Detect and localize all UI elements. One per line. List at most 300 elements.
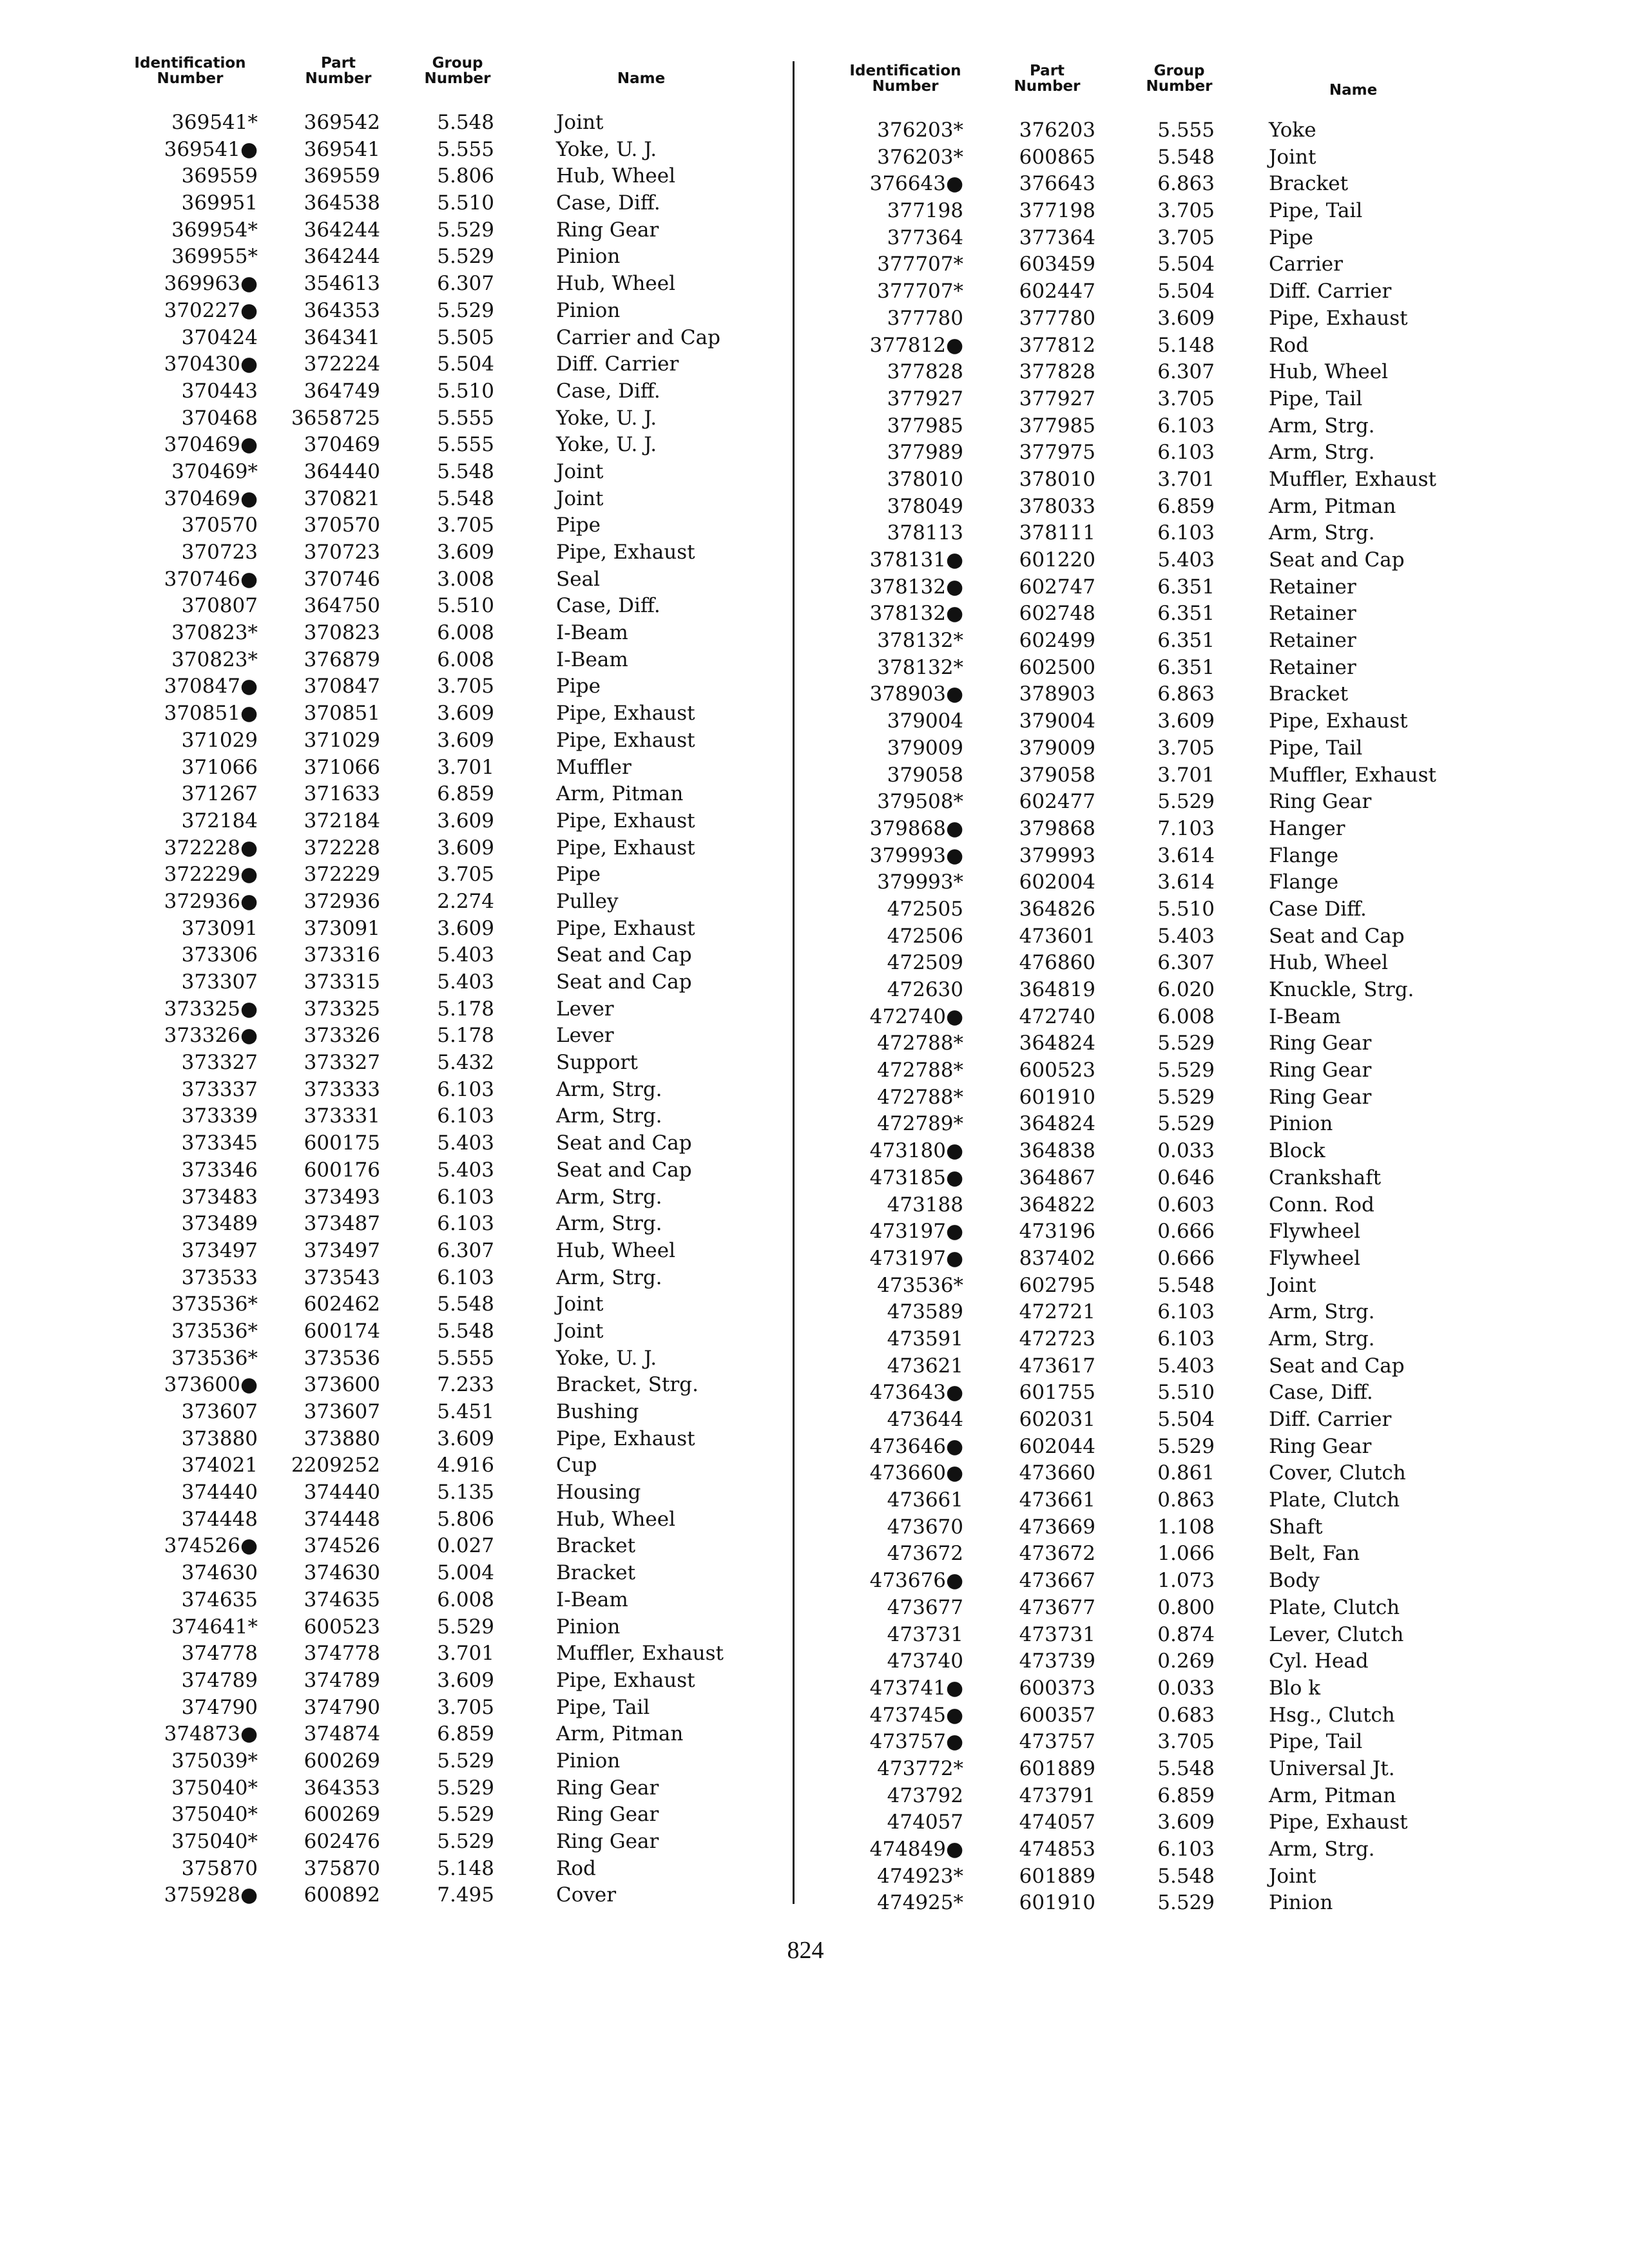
part-number-cell: 372229 [304,863,380,887]
part-number-cell: 370821 [304,486,380,510]
part-number-cell: 370746 [304,567,380,591]
identification-number-cell: 378131● [869,548,963,572]
table-row [113,593,789,620]
part-number-cell: 473672 [1019,1542,1095,1566]
identification-number-cell: 473661 [887,1488,963,1512]
name-cell: Ring Gear [556,1776,659,1800]
table-row [815,1863,1460,1890]
identification-number-cell: 370847● [164,675,258,698]
name-cell: Yoke, U. J. [556,1346,657,1370]
table-row [815,1702,1460,1729]
part-number-cell: 372224 [304,352,380,376]
name-cell: Arm, Strg. [1269,1300,1375,1324]
table-row [815,1514,1460,1541]
table-row [113,1775,789,1802]
table-row [815,1218,1460,1245]
group-number-cell: 3.705 [1157,199,1215,223]
name-cell: Flywheel [1269,1220,1361,1244]
name-cell: Flange [1269,870,1339,894]
identification-number-cell: 473197● [869,1246,963,1270]
name-cell: Conn. Rod [1269,1193,1374,1216]
name-cell: Flange [1269,843,1339,867]
identification-number-cell: 472505 [887,897,963,921]
name-cell: Muffler, Exhaust [556,1642,724,1666]
name-cell: Belt, Fan [1269,1542,1360,1566]
identification-number-cell: 472789* [877,1112,963,1136]
part-number-cell: 473739 [1019,1649,1095,1673]
group-number-cell: 3.701 [1157,763,1215,787]
table-row [113,1587,789,1614]
table-row [815,1273,1460,1300]
group-number-cell: 0.666 [1157,1220,1215,1244]
identification-number-cell: 474925* [877,1891,963,1915]
identification-number-cell: 377812● [869,333,963,357]
group-number-cell: 0.033 [1157,1139,1215,1163]
part-number-cell: 376203 [1019,119,1095,142]
table-row [113,1211,789,1238]
part-number-cell: 473757 [1019,1730,1095,1754]
identification-number-cell: 377364 [887,226,963,249]
table-row [113,620,789,647]
part-number-cell: 370723 [304,541,380,564]
group-number-cell: 6.103 [1157,521,1215,545]
identification-number-cell: 474923* [877,1864,963,1888]
group-number-cell: 5.403 [437,1131,494,1155]
identification-number-cell: 378010 [887,467,963,491]
part-number-cell: 601889 [1019,1864,1095,1888]
group-number-cell: 3.614 [1157,843,1215,867]
part-number-cell: 600523 [1019,1059,1095,1082]
part-number-cell: 379868 [1019,816,1095,840]
table-row [113,1318,789,1345]
identification-number-cell: 473672 [887,1542,963,1566]
name-cell: Pipe, Exhaust [556,728,695,752]
part-number-cell: 600892 [304,1883,380,1907]
table-row [113,1426,789,1453]
identification-number-cell: 373325● [164,997,258,1021]
table-row [815,628,1460,655]
name-cell: Ring Gear [1269,1059,1372,1082]
group-number-cell: 5.178 [437,1024,494,1048]
group-number-cell: 5.510 [1157,1381,1215,1405]
part-number-cell: 373316 [304,943,380,967]
name-cell: Arm, Strg. [556,1212,662,1236]
name-cell: Case, Diff. [556,594,660,618]
identification-number-cell: 473745● [869,1703,963,1727]
table-row [113,1667,789,1695]
part-number-cell: 378033 [1019,494,1095,518]
group-number-cell: 3.609 [1157,306,1215,330]
name-cell: Pipe, Exhaust [556,916,695,940]
identification-number-cell: 379004 [887,709,963,733]
name-cell: Pipe, Exhaust [1269,306,1408,330]
name-cell: Cyl. Head [1269,1649,1369,1673]
group-number-cell: 5.403 [437,1158,494,1182]
group-number-cell: 6.863 [1157,172,1215,196]
part-number-cell: 473667 [1019,1569,1095,1593]
name-cell: I-Beam [556,648,628,671]
part-number-cell: 354613 [304,272,380,296]
group-number-cell: 5.529 [1157,1891,1215,1915]
name-cell: Blo k [1269,1676,1320,1700]
table-row [815,1836,1460,1863]
table-row [815,681,1460,708]
part-number-cell: 602477 [1019,790,1095,814]
identification-number-cell: 375039* [171,1749,258,1773]
group-number-cell: 3.609 [1157,1811,1215,1834]
name-cell: Pipe, Exhaust [556,1668,695,1692]
table-row [113,1856,789,1883]
name-cell: Joint [556,111,604,134]
table-row [815,574,1460,601]
group-number-cell: 3.705 [437,675,494,698]
part-number-cell: 602031 [1019,1408,1095,1431]
part-number-cell: 373091 [304,916,380,940]
group-number-cell: 6.103 [437,1077,494,1101]
table-row [815,1460,1460,1487]
identification-number-cell: 378132* [877,655,963,679]
identification-number-cell: 370823* [171,621,258,645]
identification-number-cell: 369541● [164,137,258,161]
group-number-cell: 3.609 [437,916,494,940]
identification-number-cell: 373533 [181,1265,258,1289]
part-number-cell: 373497 [304,1238,380,1262]
identification-number-cell: 372228● [164,836,258,860]
name-cell: Housing [556,1481,641,1504]
group-number-cell: 3.705 [437,1695,494,1719]
name-cell: Seat and Cap [1269,1354,1405,1378]
group-number-cell: 5.529 [1157,1059,1215,1082]
part-number-cell: 473660 [1019,1461,1095,1485]
name-cell: Knuckle, Strg. [1269,978,1414,1001]
identification-number-cell: 370851● [164,702,258,726]
part-number-cell: 364824 [1019,1112,1095,1136]
table-row [815,439,1460,466]
table-row [815,520,1460,547]
identification-number-cell: 473185● [869,1166,963,1189]
group-number-cell: 6.008 [1157,1004,1215,1028]
table-row [113,1077,789,1104]
identification-number-cell: 374790 [181,1695,258,1719]
name-cell: Cup [556,1454,597,1477]
table-row [815,789,1460,816]
group-number-cell: 6.351 [1157,655,1215,679]
identification-number-cell: 472630 [887,978,963,1001]
identification-number-cell: 370469● [164,433,258,457]
identification-number-cell: 370723 [181,541,258,564]
table-row [815,332,1460,360]
table-row [815,198,1460,225]
name-cell: Pipe, Tail [1269,1730,1363,1754]
name-cell: Pinion [556,245,621,269]
identification-number-cell: 377985 [887,414,963,437]
group-number-cell: 5.529 [437,1803,494,1827]
name-cell: Carrier and Cap [556,325,720,349]
table-row [113,1023,789,1050]
group-number-cell: 3.705 [1157,1730,1215,1754]
part-number-cell: 374630 [304,1561,380,1585]
identification-number-cell: 374635 [181,1588,258,1611]
identification-number-cell: 375870 [181,1856,258,1880]
header-part-number: Part Number [1014,62,1081,95]
table-row [815,708,1460,735]
identification-number-cell: 377707* [877,280,963,303]
identification-number-cell: 378132● [869,575,963,599]
table-row [815,1192,1460,1219]
part-number-cell: 473791 [1019,1783,1095,1807]
part-number-cell: 474057 [1019,1811,1095,1834]
table-row [815,1729,1460,1756]
table-row [113,325,789,352]
table-row [113,512,789,539]
group-number-cell: 6.859 [1157,494,1215,518]
name-cell: Cover [556,1883,617,1907]
table-row [815,735,1460,762]
name-cell: Pipe, Exhaust [556,1427,695,1450]
identification-number-cell: 377989 [887,441,963,465]
identification-number-cell: 369963● [164,272,258,296]
table-row [113,405,789,432]
identification-number-cell: 372184 [181,809,258,832]
name-cell: Pinion [1269,1112,1333,1136]
name-cell: Retainer [1269,575,1356,599]
group-number-cell: 7.233 [437,1373,494,1397]
identification-number-cell: 376643● [869,172,963,196]
part-number-cell: 372228 [304,836,380,860]
table-row [815,1648,1460,1675]
part-number-cell: 2209252 [291,1454,380,1477]
table-row [815,171,1460,198]
table-row [815,1379,1460,1407]
identification-number-cell: 375040* [171,1830,258,1853]
group-number-cell: 5.529 [1157,1032,1215,1055]
part-number-cell: 377780 [1019,306,1095,330]
name-cell: Arm, Pitman [1269,1783,1396,1807]
name-cell: Case, Diff. [556,379,660,403]
name-cell: Arm, Strg. [556,1265,662,1289]
part-number-cell: 3658725 [291,406,380,430]
table-row [815,923,1460,950]
group-number-cell: 5.548 [1157,1864,1215,1888]
table-row [815,494,1460,521]
part-number-cell: 378010 [1019,467,1095,491]
name-cell: Arm, Strg. [1269,1838,1375,1861]
name-cell: Shaft [1269,1515,1323,1539]
table-row [113,861,789,889]
name-cell: Lever [556,997,614,1021]
table-row [113,1372,789,1399]
group-number-cell: 1.073 [1157,1569,1215,1593]
name-cell: Arm, Pitman [556,782,684,806]
part-number-cell: 602500 [1019,655,1095,679]
identification-number-cell: 473197● [869,1220,963,1244]
table-row [113,486,789,513]
table-row [113,1506,789,1533]
part-number-cell: 374526 [304,1534,380,1558]
table-row [815,1030,1460,1057]
group-number-cell: 5.432 [437,1051,494,1075]
name-cell: Yoke [1269,119,1316,142]
part-number-cell: 600174 [304,1319,380,1343]
name-cell: Flywheel [1269,1246,1361,1270]
group-number-cell: 6.103 [1157,1300,1215,1324]
identification-number-cell: 379508* [877,790,963,814]
name-cell: Plate, Clutch [1269,1488,1400,1512]
identification-number-cell: 373306 [181,943,258,967]
name-cell: Arm, Strg. [1269,1327,1375,1350]
table-row [113,1103,789,1130]
part-number-cell: 373607 [304,1400,380,1423]
group-number-cell: 5.548 [437,111,494,134]
identification-number-cell: 374021 [181,1454,258,1477]
part-number-cell: 364838 [1019,1139,1095,1163]
table-row [113,378,789,405]
identification-number-cell: 373339 [181,1104,258,1128]
part-number-cell: 364353 [304,298,380,322]
part-number-cell: 373880 [304,1427,380,1450]
table-row [113,110,789,137]
identification-number-cell: 373536* [171,1319,258,1343]
group-number-cell: 6.307 [437,272,494,296]
name-cell: Pipe, Tail [1269,736,1363,760]
group-number-cell: 0.027 [437,1534,494,1558]
table-row [113,1130,789,1157]
group-number-cell: 6.103 [1157,1838,1215,1861]
table-row [815,1245,1460,1273]
group-number-cell: 3.609 [437,809,494,832]
group-number-cell: 5.548 [437,459,494,483]
identification-number-cell: 473731 [887,1622,963,1646]
table-row [815,1353,1460,1380]
part-number-cell: 373543 [304,1265,380,1289]
group-number-cell: 5.504 [1157,280,1215,303]
group-number-cell: 5.504 [1157,253,1215,276]
table-row [815,1622,1460,1649]
name-cell: Case, Diff. [1269,1381,1373,1405]
table-row [113,781,789,808]
identification-number-cell: 472788* [877,1085,963,1109]
part-number-cell: 364750 [304,594,380,618]
name-cell: Ring Gear [1269,1032,1372,1055]
name-cell: Retainer [1269,655,1356,679]
group-number-cell: 0.269 [1157,1649,1215,1673]
group-number-cell: 5.548 [1157,145,1215,169]
name-cell: Diff. Carrier [556,352,679,376]
part-number-cell: 370847 [304,675,380,698]
group-number-cell: 5.178 [437,997,494,1021]
name-cell: Pipe [556,863,601,887]
name-cell: Pipe, Exhaust [556,836,695,860]
group-number-cell: 6.351 [1157,575,1215,599]
header-name: Name [1329,82,1378,99]
part-number-cell: 373315 [304,970,380,994]
table-row [113,137,789,164]
group-number-cell: 6.008 [437,621,494,645]
group-number-cell: 5.148 [437,1856,494,1880]
group-number-cell: 7.103 [1157,816,1215,840]
name-cell: Hub, Wheel [1269,951,1388,975]
identification-number-cell: 372229● [164,863,258,887]
name-cell: Ring Gear [556,1803,659,1827]
identification-number-cell: 473670 [887,1515,963,1539]
part-number-cell: 473196 [1019,1220,1095,1244]
name-cell: Bushing [556,1400,639,1423]
identification-number-cell: 373326● [164,1024,258,1048]
table-row [113,1829,789,1856]
name-cell: Bracket [1269,682,1349,706]
identification-number-cell: 473772* [877,1756,963,1780]
identification-number-cell: 374873● [164,1722,258,1746]
group-number-cell: 2.274 [437,889,494,913]
name-cell: Arm, Strg. [1269,441,1375,465]
group-number-cell: 5.555 [437,433,494,457]
name-cell: Retainer [1269,629,1356,653]
group-number-cell: 6.307 [437,1238,494,1262]
group-number-cell: 5.504 [1157,1408,1215,1431]
name-cell: Hub, Wheel [556,1507,675,1531]
name-cell: Lever [556,1024,614,1048]
identification-number-cell: 378049 [887,494,963,518]
identification-number-cell: 378113 [887,521,963,545]
table-row [815,305,1460,332]
table-row [815,1809,1460,1836]
part-number-cell: 376879 [304,648,380,671]
table-row [815,1541,1460,1568]
table-row [113,244,789,271]
group-number-cell: 0.666 [1157,1246,1215,1270]
part-number-cell: 601889 [1019,1756,1095,1780]
part-number-cell: 601755 [1019,1381,1095,1405]
group-number-cell: 5.555 [437,1346,494,1370]
part-number-cell: 600357 [1019,1703,1095,1727]
group-number-cell: 5.529 [1157,1434,1215,1458]
identification-number-cell: 374778 [181,1642,258,1666]
name-cell: Joint [556,1293,604,1316]
name-cell: Seat and Cap [556,970,692,994]
table-row [113,217,789,244]
right-rows [815,117,1460,1917]
group-number-cell: 6.103 [1157,441,1215,465]
part-number-cell: 364440 [304,459,380,483]
part-number-cell: 364353 [304,1776,380,1800]
part-number-cell: 377198 [1019,199,1095,223]
table-row [815,1487,1460,1514]
table-row [113,1695,789,1722]
identification-number-cell: 473660● [869,1461,963,1485]
identification-number-cell: 378903● [869,682,963,706]
table-row [113,1748,789,1775]
table-row [815,1783,1460,1810]
name-cell: Rod [556,1856,596,1880]
table-row [815,1568,1460,1595]
identification-number-cell: 379993* [877,870,963,894]
group-number-cell: 3.701 [1157,467,1215,491]
identification-number-cell: 473180● [869,1139,963,1163]
table-row [815,1084,1460,1111]
table-row [815,843,1460,870]
table-row [113,1157,789,1184]
part-number-cell: 377828 [1019,360,1095,384]
table-row [815,547,1460,574]
name-cell: Rod [1269,333,1309,357]
identification-number-cell: 376203* [877,119,963,142]
group-number-cell: 5.555 [1157,119,1215,142]
part-number-cell: 371633 [304,782,380,806]
group-number-cell: 3.614 [1157,870,1215,894]
group-number-cell: 5.548 [437,1319,494,1343]
table-row [815,601,1460,628]
group-number-cell: 5.148 [1157,333,1215,357]
